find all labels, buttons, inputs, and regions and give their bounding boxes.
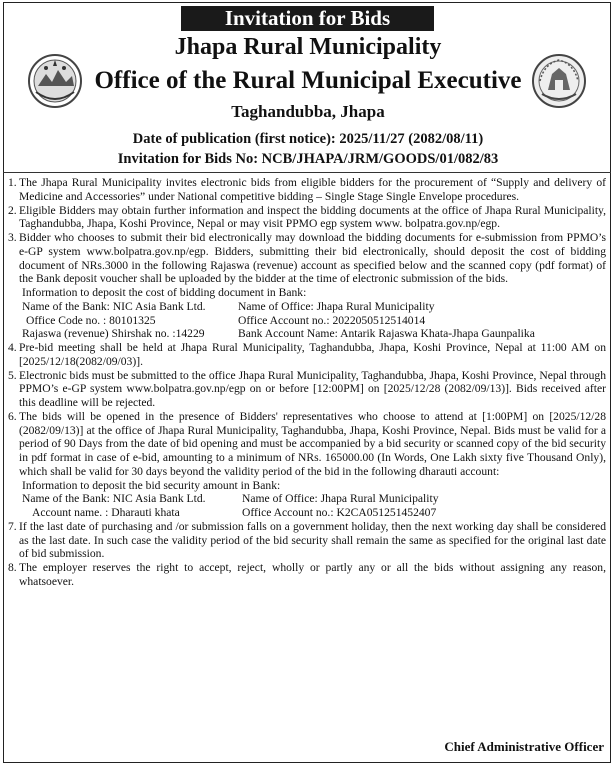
list-item — [8, 369, 606, 410]
header-divider — [3, 172, 611, 173]
item-number: 5. — [8, 368, 17, 382]
bank-name: Name of the Bank: NIC Asia Bank Ltd. — [22, 299, 206, 313]
list-item — [8, 176, 606, 204]
bid-security-account-info — [22, 479, 606, 520]
list-item — [8, 341, 606, 369]
security-account-number: Office Account no.: K2CA051251452407 — [242, 506, 437, 519]
info-heading: Information to deposit the bid security amount in Bank: — [22, 478, 281, 492]
item-text: The Jhapa Rural Municipality invites electronic bids from eligible bidders for the procurement of “Supply and delivery of Medicine and Accessories” under National competitive bidding – Single Stage Single Envelope procedures. — [19, 176, 606, 203]
item-number: 3. — [8, 231, 17, 244]
bank-account-name: Bank Account Name: Antarik Rajaswa Khata-Jhapa Gaunpalika — [238, 327, 535, 341]
item-number: 2. — [8, 203, 17, 217]
office-name-field: Name of Office: Jhapa Rural Municipality — [242, 492, 439, 506]
item-number: 7. — [8, 519, 17, 533]
list-item — [8, 520, 606, 561]
item-text: Pre-bid meeting shall be held at Jhapa Rural Municipality, Taghandubba, Jhapa, Koshi Province, Nepal at 11:00 AM on [2025/12/18(2082/09/03)]. — [19, 341, 606, 368]
list-item — [8, 231, 606, 286]
bank-name: Name of the Bank: NIC Asia Bank Ltd. — [22, 492, 206, 506]
municipality-name: Jhapa Rural Municipality — [174, 34, 442, 60]
security-account-name: Account name. : Dharauti khata — [32, 506, 180, 519]
office-account-number: Office Account no.: 2022050512514014 — [238, 313, 426, 327]
list-item — [8, 561, 606, 589]
item-number: 8. — [8, 561, 17, 574]
publication-date: Date of publication (first notice): 2025/11/27 (2082/08/11) — [132, 131, 484, 147]
revenue-shirshak: Rajaswa (revenue) Shirshak no. :14229 — [22, 327, 205, 341]
office-name: Office of the Rural Municipal Executive — [94, 67, 522, 94]
list-item — [8, 410, 606, 479]
notice-title: Invitation for Bids — [181, 6, 434, 31]
item-text: The employer reserves the right to accept, reject, wholly or partly any or all the bids without assigning any reason, whatsoever. — [19, 561, 606, 588]
revenue-account-info — [22, 286, 606, 341]
item-text: The bids will be opened in the presence of Bidders' representatives who choose to attend at [1:00PM] on [2025/12/28 (2082/09/13)] at the office of Jhapa Rural Municipality, Taghandubba, Jhapa, Koshi Province, Nepal. Bids must be valid for a period of 90 Days from the date of bid opening and must be accompanied by a bid security or scanned copy of the bid security in pdf format in case of e-bid, amounting to a minimum of NRs. 165000.00 (In Words, One Lakh sixty five Thousand Only), which shall be valid for 30 days beyond the validity period of the bid in the following dharauti account: — [19, 409, 606, 478]
info-heading: Information to deposit the cost of bidding document in Bank: — [22, 286, 307, 299]
signatory-title: Chief Administrative Officer — [444, 739, 604, 754]
item-text: If the last date of purchasing and /or submission falls on a government holiday, then the next working day shall be considered as the last date. In such case the validity period of the bid security shall remain the same as specified for the original last date of bid submission. — [19, 519, 606, 561]
item-number: 4. — [8, 341, 17, 354]
office-code: Office Code no. : 80101325 — [26, 313, 156, 327]
item-text: Electronic bids must be submitted to the office Jhapa Rural Municipality, Taghandubba, Jhapa, Koshi Province, Nepal through PPMO’s e-GP system www.bolpatra.gov.np/egp on or before [12:00PM] on [2025/12/28 (2082/09/13)]. Bids received after this deadline will be rejected. — [19, 368, 606, 409]
office-location: Taghandubba, Jhapa — [231, 102, 385, 121]
item-number: 6. — [8, 409, 17, 423]
notice-body — [8, 176, 606, 589]
item-text: Eligible Bidders may obtain further information and inspect the bidding documents at the office of Jhapa Rural Municipality, Taghandubba, Jhapa, Koshi Province, Nepal or may visit PPMO egp system www. bolpatra.gov.np/egp. — [19, 203, 606, 231]
item-text: Bidder who chooses to submit their bid electronically may download the bidding documents for e-submission from PPMO’s e-GP system www.bolpatra.gov.np/egp. Bidders, submitting their bid electronically, should deposit the cost of bidding document of NRs.3000 in the following Rajaswa (revenue) account as specified below and the scanned copy (pdf format) of the Bank deposit voucher shall be uploaded by the bidder at the time of electronic submission of the bids. — [19, 231, 606, 286]
item-number: 1. — [8, 176, 17, 189]
office-name-field: Name of Office: Jhapa Rural Municipality — [238, 299, 435, 313]
list-item — [8, 204, 606, 232]
bid-number: Invitation for Bids No: NCB/JHAPA/JRM/GOODS/01/082/83 — [117, 151, 499, 167]
